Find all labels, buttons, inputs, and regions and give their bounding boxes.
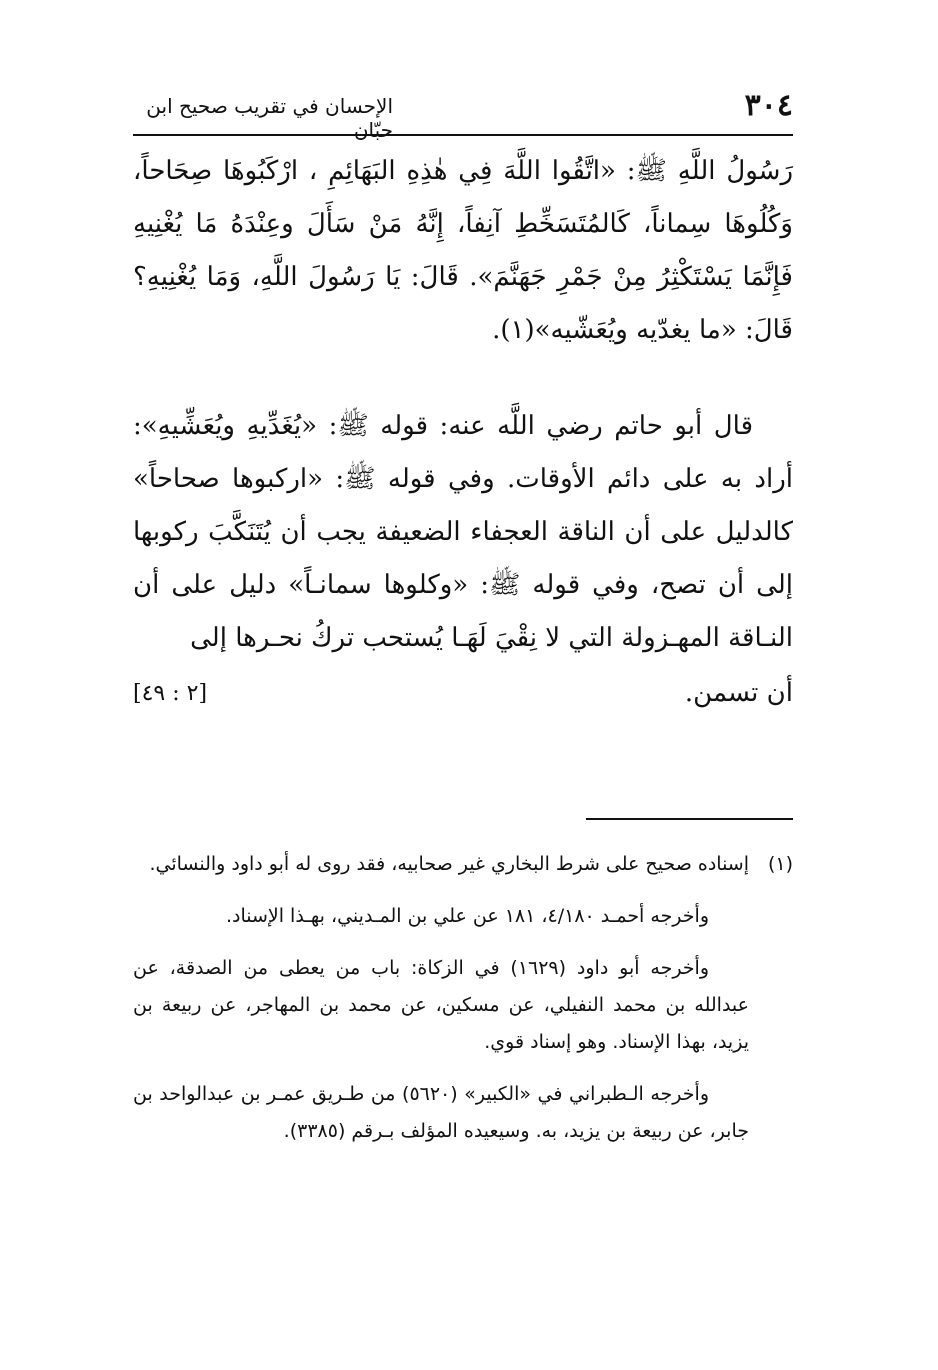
footnotes bbox=[133, 846, 793, 1165]
running-title: الإحسان في تقريب صحيح ابن حبّان bbox=[146, 94, 393, 142]
footnote-1-para-2: وأخرجه أحمـد ٤/١٨٠، ١٨١ عن علي بن المـديني، بهـذا الإسناد. bbox=[225, 905, 709, 927]
footnote-separator bbox=[586, 818, 793, 820]
commentary-paragraph: قال أبو حاتم رضي اللَّه عنه: قوله ﷺ: «يُغَدِّيهِ ويُعَشِّيهِ»: أراد به على دائم الأوقات. وفي قوله ﷺ: «اركبوها صحاحاً» كالدليل على أن الناقة العجفاء الضعيفة يجب أن يُتَنَكَّبَ ركوبها إلى أن تصح، وفي قوله ﷺ: «وكلوها سمانـاً» دليل على أن النـاقة المهـزولة التي لا نِقْيَ لَهَـا يُستحب تركُ نحـرها إلى bbox=[133, 411, 793, 653]
page-number: ٣٠٤ bbox=[744, 88, 793, 123]
footnote-1-para-3: وأخرجه أبو داود (١٦٢٩) في الزكاة: باب من يعطى من الصدقة، عن عبدالله بن محمد النفيلي، عن مسكين، عن محمد بن المهاجر، عن ربيعة بن يزيد، بهذا الإسناد. وهو إسناد قوي. bbox=[133, 957, 749, 1053]
volume-reference: [٢ : ٤٩] bbox=[133, 681, 208, 706]
footnote-1-para-4: وأخرجه الـطبراني في «الكبير» (٥٦٢٠) من طـريق عمـر بن عبدالواحد بن جابر، عن ربيعة بن يزيد، به. وسيعيده المؤلف بـرقم (٣٣٨٥). bbox=[133, 1083, 749, 1142]
closing-line bbox=[133, 667, 793, 720]
footnote-1 bbox=[133, 846, 793, 883]
header-rule bbox=[133, 134, 793, 136]
footnote-marker: (١) bbox=[767, 853, 793, 875]
page-header bbox=[133, 84, 793, 142]
footnote-1-text: إسناده صحيح على شرط البخاري غير صحابيه، فقد روى له أبو داود والنسائي. bbox=[149, 853, 749, 875]
closing-text: أن تسمن. bbox=[684, 678, 793, 708]
hadith-paragraph: رَسُولُ اللَّهِ ﷺ: «اتَّقُوا اللَّهَ فِي هٰذِهِ البَهَائِمِ ، ارْكَبُوهَا صِحَاحاً، وَكُلُوهَا سِماناً، كَالمُتَسَخِّطِ آنِفاً، إِنَّهُ مَنْ سَأَلَ وعِنْدَهُ مَا يُغْنِيهِ فَإِنَّمَا يَسْتَكْثِرُ مِنْ جَمْرِ جَهَنَّمَ». قَالَ: يَا رَسُولَ اللَّهِ، وَمَا يُغْنِيهِ؟ قَالَ: «ما يغدّيه ويُعَشّيه»(١). bbox=[133, 156, 793, 345]
